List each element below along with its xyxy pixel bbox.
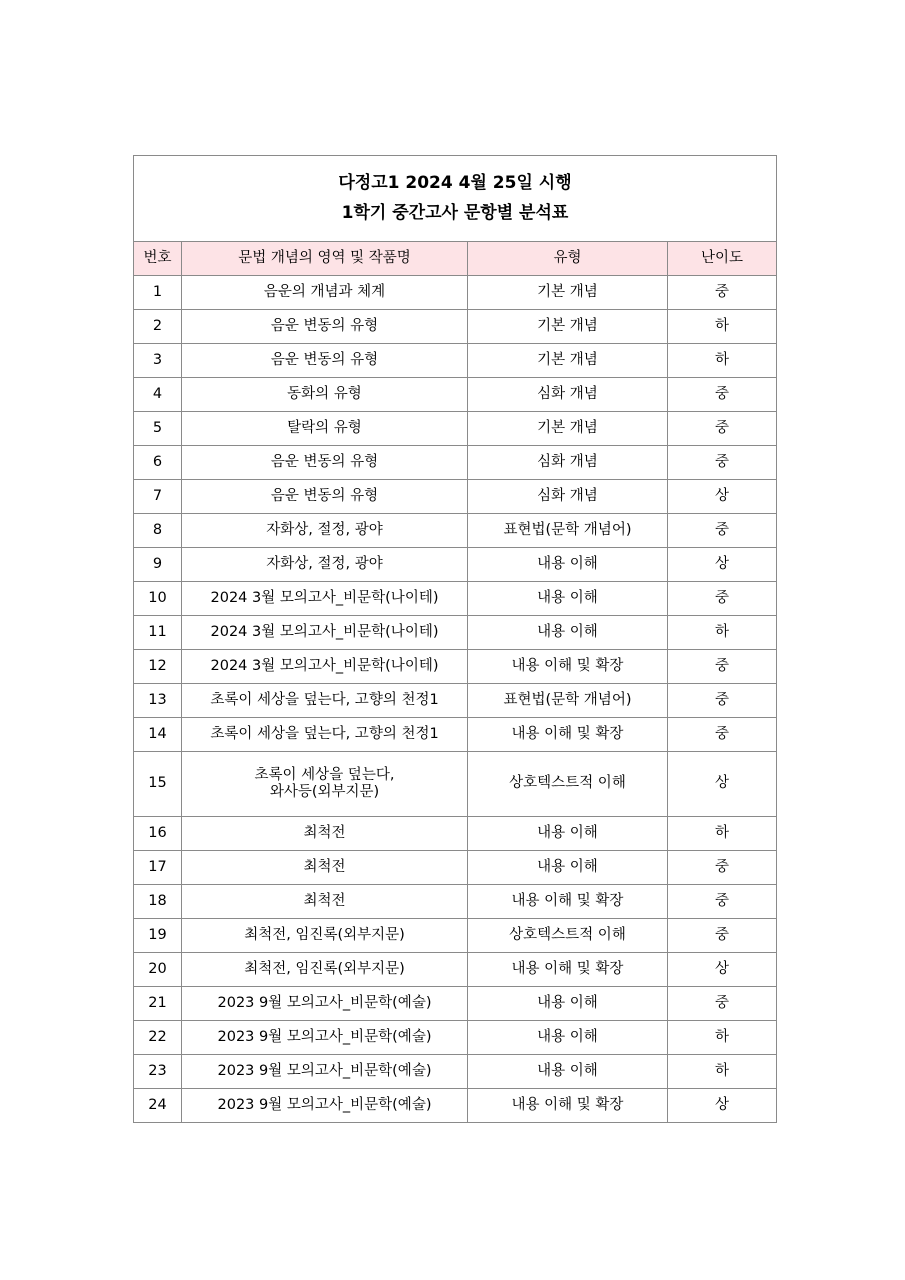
row-type: 내용 이해 [468,582,668,616]
row-num: 3 [134,344,182,378]
analysis-table [133,155,777,1123]
row-area: 최척전 [182,851,468,885]
table-row [134,616,777,650]
row-type: 내용 이해 및 확장 [468,718,668,752]
row-difficulty: 하 [668,817,777,851]
table-row [134,548,777,582]
row-difficulty: 상 [668,1089,777,1123]
analysis-sheet [133,155,776,1123]
table-row [134,1089,777,1123]
row-difficulty: 중 [668,276,777,310]
row-type: 표현법(문학 개념어) [468,514,668,548]
row-num: 22 [134,1021,182,1055]
row-area: 최척전, 임진록(외부지문) [182,919,468,953]
row-type: 상호텍스트적 이해 [468,752,668,817]
column-header-row [134,242,777,276]
row-type: 기본 개념 [468,276,668,310]
row-area: 초록이 세상을 덮는다, 고향의 천정1 [182,684,468,718]
row-difficulty: 상 [668,752,777,817]
table-body [134,276,777,1123]
header-num: 번호 [134,242,182,276]
row-num: 24 [134,1089,182,1123]
title-line-1: 다정고1 2024 4월 25일 시행 [338,172,572,193]
header-difficulty: 난이도 [668,242,777,276]
row-area: 2023 9월 모의고사_비문학(예술) [182,1021,468,1055]
row-type: 기본 개념 [468,310,668,344]
table-row [134,1055,777,1089]
table-title [134,156,777,242]
row-difficulty: 중 [668,514,777,548]
table-row [134,851,777,885]
row-area: 최척전 [182,885,468,919]
row-area: 자화상, 절정, 광야 [182,548,468,582]
row-area: 최척전 [182,817,468,851]
row-num: 23 [134,1055,182,1089]
row-type: 심화 개념 [468,480,668,514]
row-num: 5 [134,412,182,446]
row-difficulty: 중 [668,412,777,446]
row-difficulty: 중 [668,718,777,752]
row-num: 11 [134,616,182,650]
row-num: 21 [134,987,182,1021]
row-area: 음운 변동의 유형 [182,480,468,514]
row-area: 2024 3월 모의고사_비문학(나이테) [182,582,468,616]
row-difficulty: 중 [668,378,777,412]
row-difficulty: 하 [668,616,777,650]
table-row [134,514,777,548]
row-area-line-2: 와사등(외부지문) [269,784,380,800]
table-row [134,310,777,344]
table-row [134,344,777,378]
row-area: 자화상, 절정, 광야 [182,514,468,548]
table-row [134,718,777,752]
row-area: 탈락의 유형 [182,412,468,446]
row-area [182,752,468,817]
row-difficulty: 하 [668,1021,777,1055]
row-area: 2023 9월 모의고사_비문학(예술) [182,1089,468,1123]
row-num: 16 [134,817,182,851]
row-type: 상호텍스트적 이해 [468,919,668,953]
table-row [134,684,777,718]
row-type: 내용 이해 및 확장 [468,885,668,919]
row-num: 2 [134,310,182,344]
row-difficulty: 중 [668,684,777,718]
row-num: 4 [134,378,182,412]
table-row [134,276,777,310]
title-line-2: 1학기 중간고사 문항별 분석표 [341,202,569,223]
row-area: 음운 변동의 유형 [182,446,468,480]
row-num: 10 [134,582,182,616]
row-difficulty: 상 [668,480,777,514]
row-type: 내용 이해 [468,548,668,582]
table-row [134,817,777,851]
row-area: 2024 3월 모의고사_비문학(나이테) [182,616,468,650]
row-difficulty: 중 [668,987,777,1021]
row-num: 6 [134,446,182,480]
row-num: 19 [134,919,182,953]
row-area: 음운 변동의 유형 [182,310,468,344]
header-type: 유형 [468,242,668,276]
table-row [134,752,777,817]
row-num: 17 [134,851,182,885]
title-row [134,156,777,242]
row-type: 내용 이해 [468,851,668,885]
table-row [134,650,777,684]
row-type: 내용 이해 [468,1021,668,1055]
row-area: 2023 9월 모의고사_비문학(예술) [182,1055,468,1089]
table-row [134,446,777,480]
table-row [134,480,777,514]
row-area: 2024 3월 모의고사_비문학(나이테) [182,650,468,684]
row-type: 심화 개념 [468,378,668,412]
row-difficulty: 상 [668,548,777,582]
row-type: 내용 이해 및 확장 [468,650,668,684]
row-difficulty: 중 [668,885,777,919]
row-area: 동화의 유형 [182,378,468,412]
table-row [134,919,777,953]
row-type: 기본 개념 [468,412,668,446]
row-type: 내용 이해 및 확장 [468,953,668,987]
row-type: 내용 이해 [468,987,668,1021]
row-type: 내용 이해 및 확장 [468,1089,668,1123]
row-num: 13 [134,684,182,718]
row-type: 내용 이해 [468,817,668,851]
table-row [134,378,777,412]
table-row [134,987,777,1021]
row-difficulty: 상 [668,953,777,987]
table-row [134,953,777,987]
table-row [134,412,777,446]
row-difficulty: 중 [668,851,777,885]
row-difficulty: 중 [668,650,777,684]
table-row [134,582,777,616]
row-num: 15 [134,752,182,817]
row-area: 음운 변동의 유형 [182,344,468,378]
header-area: 문법 개념의 영역 및 작품명 [182,242,468,276]
row-num: 1 [134,276,182,310]
row-type: 기본 개념 [468,344,668,378]
row-area: 음운의 개념과 체계 [182,276,468,310]
row-num: 8 [134,514,182,548]
row-area: 초록이 세상을 덮는다, 고향의 천정1 [182,718,468,752]
row-area-line-1: 초록이 세상을 덮는다, [254,766,395,783]
row-num: 12 [134,650,182,684]
row-difficulty: 중 [668,582,777,616]
table-row [134,1021,777,1055]
row-num: 18 [134,885,182,919]
row-type: 내용 이해 [468,1055,668,1089]
row-num: 7 [134,480,182,514]
row-difficulty: 중 [668,446,777,480]
table-row [134,885,777,919]
row-difficulty: 하 [668,310,777,344]
row-num: 14 [134,718,182,752]
row-difficulty: 하 [668,1055,777,1089]
row-num: 9 [134,548,182,582]
row-difficulty: 하 [668,344,777,378]
row-area: 2023 9월 모의고사_비문학(예술) [182,987,468,1021]
row-area: 최척전, 임진록(외부지문) [182,953,468,987]
row-type: 내용 이해 [468,616,668,650]
row-type: 표현법(문학 개념어) [468,684,668,718]
row-difficulty: 중 [668,919,777,953]
row-num: 20 [134,953,182,987]
row-type: 심화 개념 [468,446,668,480]
